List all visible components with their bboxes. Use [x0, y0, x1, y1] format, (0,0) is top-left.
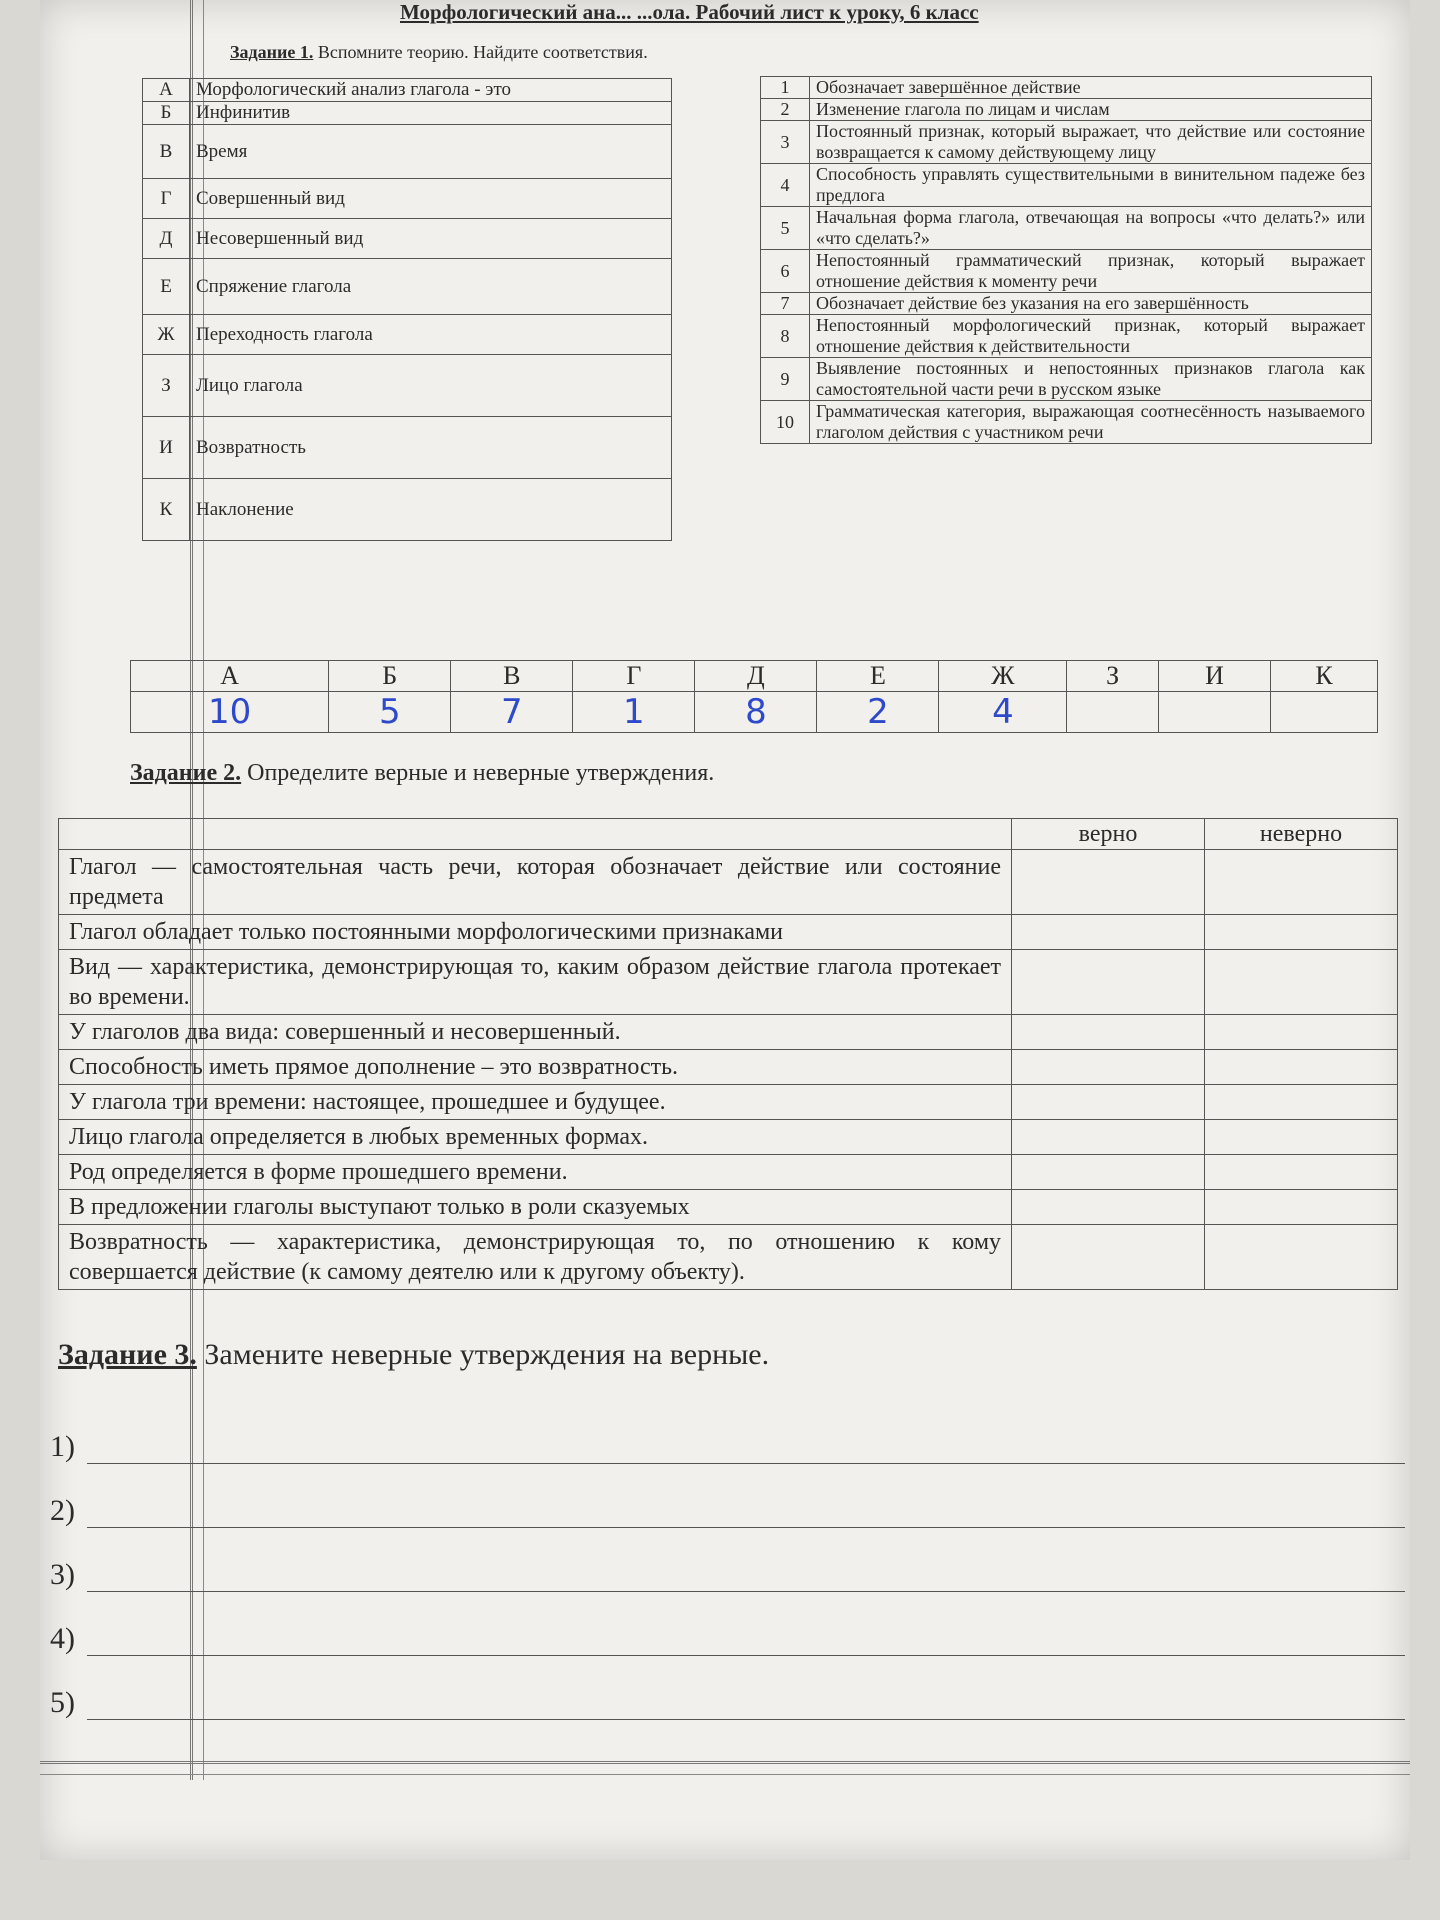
answer-input-2[interactable]: 5 — [329, 692, 451, 733]
statement-row — [59, 1225, 1398, 1290]
statement-row — [59, 1120, 1398, 1155]
definition-row — [761, 121, 1372, 164]
term-row — [143, 125, 672, 179]
answer-input-10[interactable] — [1271, 692, 1378, 733]
false-checkbox-cell[interactable] — [1205, 1225, 1398, 1290]
definition-text: Выявление постоянных и непостоянных признаков глагола как самостоятельной части речи в русском языке — [810, 358, 1372, 401]
term-text: Переходность глагола — [190, 315, 672, 355]
term-letter: З — [143, 355, 190, 417]
answer-letter-4: Г — [573, 661, 695, 692]
definition-number: 3 — [761, 121, 810, 164]
answer-letter-1: А — [131, 661, 329, 692]
term-letter: И — [143, 417, 190, 479]
true-checkbox-cell[interactable] — [1012, 1050, 1205, 1085]
answer-input-7[interactable]: 4 — [939, 692, 1067, 733]
statement-text: Способность иметь прямое дополнение – это возвратность. — [59, 1050, 1012, 1085]
definition-text: Начальная форма глагола, отвечающая на вопросы «что делать?» или «что сделать?» — [810, 207, 1372, 250]
true-checkbox-cell[interactable] — [1012, 950, 1205, 1015]
answer-letter-6: Е — [817, 661, 939, 692]
statement-text: У глагола три времени: настоящее, прошедшее и будущее. — [59, 1085, 1012, 1120]
task1-text: Вспомните теорию. Найдите соответствия. — [313, 42, 648, 62]
false-checkbox-cell[interactable] — [1205, 1015, 1398, 1050]
definition-text: Грамматическая категория, выражающая соотнесённость называемого глаголом действия с участником речи — [810, 401, 1372, 444]
statement-text: Вид — характеристика, демонстрирующая то, каким образом действие глагола протекает во времени. — [59, 950, 1012, 1015]
true-checkbox-cell[interactable] — [1012, 1225, 1205, 1290]
answer-line — [15, 1656, 1405, 1720]
definition-row — [761, 401, 1372, 444]
term-text: Морфологический анализ глагола - это — [190, 79, 672, 102]
definition-text: Обозначает действие без указания на его завершённость — [810, 293, 1372, 315]
term-text: Спряжение глагола — [190, 259, 672, 315]
task2-label: Задание 2. — [130, 760, 242, 786]
page-title: Морфологический ана... ...ола. Рабочий лист к уроку, 6 класс — [400, 0, 979, 24]
task2-text: Определите верные и неверные утверждения. — [241, 760, 715, 786]
answer-line — [15, 1528, 1405, 1592]
answer-line-field[interactable] — [87, 1497, 1405, 1528]
answer-line-number: 5) — [50, 1686, 75, 1719]
answer-line — [15, 1400, 1405, 1464]
statement-text: У глаголов два вида: совершенный и несовершенный. — [59, 1015, 1012, 1050]
answer-letter-8: З — [1067, 661, 1159, 692]
term-row — [143, 479, 672, 541]
answer-line-number: 4) — [50, 1622, 75, 1655]
term-row — [143, 315, 672, 355]
term-text: Время — [190, 125, 672, 179]
definition-number: 1 — [761, 77, 810, 99]
false-checkbox-cell[interactable] — [1205, 1190, 1398, 1225]
definition-number: 4 — [761, 164, 810, 207]
answer-letter-3: В — [451, 661, 573, 692]
answer-line-field[interactable] — [87, 1689, 1405, 1720]
definition-number: 6 — [761, 250, 810, 293]
term-text: Возвратность — [190, 417, 672, 479]
statement-row — [59, 1190, 1398, 1225]
definition-text: Непостоянный морфологический признак, который выражает отношение действия к действительности — [810, 315, 1372, 358]
answer-line-field[interactable] — [87, 1561, 1405, 1592]
definition-text: Постоянный признак, который выражает, что действие или состояние возвращается к самому действующему лицу — [810, 121, 1372, 164]
answer-lines — [15, 1400, 1405, 1720]
statement-row — [59, 950, 1398, 1015]
true-checkbox-cell[interactable] — [1012, 1120, 1205, 1155]
definition-text: Обозначает завершённое действие — [810, 77, 1372, 99]
definition-number: 10 — [761, 401, 810, 444]
statement-row — [59, 1155, 1398, 1190]
term-letter: Г — [143, 179, 190, 219]
term-row — [143, 259, 672, 315]
answer-input-6[interactable]: 2 — [817, 692, 939, 733]
answer-line-number: 3) — [50, 1558, 75, 1591]
definition-number: 7 — [761, 293, 810, 315]
term-letter: К — [143, 479, 190, 541]
false-checkbox-cell[interactable] — [1205, 915, 1398, 950]
true-checkbox-cell[interactable] — [1012, 1085, 1205, 1120]
statement-text: Возвратность — характеристика, демонстрирующая то, по отношению к кому совершается действие (к самому деятелю или к другому объекту). — [59, 1225, 1012, 1290]
false-checkbox-cell[interactable] — [1205, 1155, 1398, 1190]
task3-heading — [58, 1338, 769, 1372]
true-checkbox-cell[interactable] — [1012, 1015, 1205, 1050]
statement-row — [59, 850, 1398, 915]
definition-row — [761, 99, 1372, 121]
answer-input-8[interactable] — [1067, 692, 1159, 733]
term-text: Лицо глагола — [190, 355, 672, 417]
answer-line — [15, 1592, 1405, 1656]
statement-header — [59, 819, 1012, 850]
task1-heading — [230, 42, 648, 63]
term-row — [143, 79, 672, 102]
term-letter: Ж — [143, 315, 190, 355]
definition-text: Непостоянный грамматический признак, который выражает отношение действия к моменту речи — [810, 250, 1372, 293]
term-letter: В — [143, 125, 190, 179]
true-checkbox-cell[interactable] — [1012, 1155, 1205, 1190]
definition-text: Способность управлять существительными в винительном падеже без предлога — [810, 164, 1372, 207]
term-text: Совершенный вид — [190, 179, 672, 219]
false-checkbox-cell[interactable] — [1205, 850, 1398, 915]
answer-line-number: 1) — [50, 1430, 75, 1463]
task1-label: Задание 1. — [230, 42, 314, 62]
definition-row — [761, 77, 1372, 99]
term-letter: Е — [143, 259, 190, 315]
true-checkbox-cell[interactable] — [1012, 1190, 1205, 1225]
definition-row — [761, 315, 1372, 358]
statement-row — [59, 915, 1398, 950]
definition-number: 8 — [761, 315, 810, 358]
answer-line-number: 2) — [50, 1494, 75, 1527]
definition-number: 2 — [761, 99, 810, 121]
statement-text: Лицо глагола определяется в любых временных формах. — [59, 1120, 1012, 1155]
answer-letter-2: Б — [329, 661, 451, 692]
true-column-header: верно — [1012, 819, 1205, 850]
answer-letter-10: К — [1271, 661, 1378, 692]
term-letter: Д — [143, 219, 190, 259]
term-row — [143, 179, 672, 219]
answer-letter-7: Ж — [939, 661, 1067, 692]
term-letter: Б — [143, 102, 190, 125]
answer-input-5[interactable]: 8 — [695, 692, 817, 733]
task3-label: Задание 3. — [58, 1338, 197, 1371]
task3-text: Замените неверные утверждения на верные. — [196, 1338, 770, 1371]
term-row — [143, 355, 672, 417]
definition-row — [761, 293, 1372, 315]
definition-row — [761, 250, 1372, 293]
true-checkbox-cell[interactable] — [1012, 915, 1205, 950]
statement-text: Глагол — самостоятельная часть речи, которая обозначает действие или состояние предмета — [59, 850, 1012, 915]
answer-input-1[interactable]: 10 — [131, 692, 329, 733]
true-checkbox-cell[interactable] — [1012, 850, 1205, 915]
definition-row — [761, 207, 1372, 250]
false-checkbox-cell[interactable] — [1205, 950, 1398, 1015]
definition-number: 5 — [761, 207, 810, 250]
task2-heading — [130, 760, 714, 787]
answer-input-3[interactable]: 7 — [451, 692, 573, 733]
answer-letter-5: Д — [695, 661, 817, 692]
term-row — [143, 417, 672, 479]
answer-line-field[interactable] — [87, 1433, 1405, 1464]
definition-text: Изменение глагола по лицам и числам — [810, 99, 1372, 121]
statement-row — [59, 1085, 1398, 1120]
statement-text: Глагол обладает только постоянными морфологическими признаками — [59, 915, 1012, 950]
term-text: Наклонение — [190, 479, 672, 541]
false-column-header: неверно — [1205, 819, 1398, 850]
term-letter: А — [143, 79, 190, 102]
term-row — [143, 102, 672, 125]
statement-text: Род определяется в форме прошедшего времени. — [59, 1155, 1012, 1190]
false-checkbox-cell[interactable] — [1205, 1050, 1398, 1085]
definitions-table — [760, 76, 1372, 444]
definition-number: 9 — [761, 358, 810, 401]
definition-row — [761, 164, 1372, 207]
true-false-table — [58, 818, 1398, 1290]
term-row — [143, 219, 672, 259]
answer-line — [15, 1464, 1405, 1528]
statement-row — [59, 1015, 1398, 1050]
false-checkbox-cell[interactable] — [1205, 1085, 1398, 1120]
terms-table — [142, 78, 672, 541]
term-text: Несовершенный вид — [190, 219, 672, 259]
answer-input-9[interactable] — [1159, 692, 1271, 733]
term-text: Инфинитив — [190, 102, 672, 125]
answer-letter-9: И — [1159, 661, 1271, 692]
statement-text: В предложении глаголы выступают только в роли сказуемых — [59, 1190, 1012, 1225]
answer-line-field[interactable] — [87, 1625, 1405, 1656]
statement-row — [59, 1050, 1398, 1085]
answer-grid — [130, 660, 1378, 733]
definition-row — [761, 358, 1372, 401]
answer-input-4[interactable]: 1 — [573, 692, 695, 733]
false-checkbox-cell[interactable] — [1205, 1120, 1398, 1155]
